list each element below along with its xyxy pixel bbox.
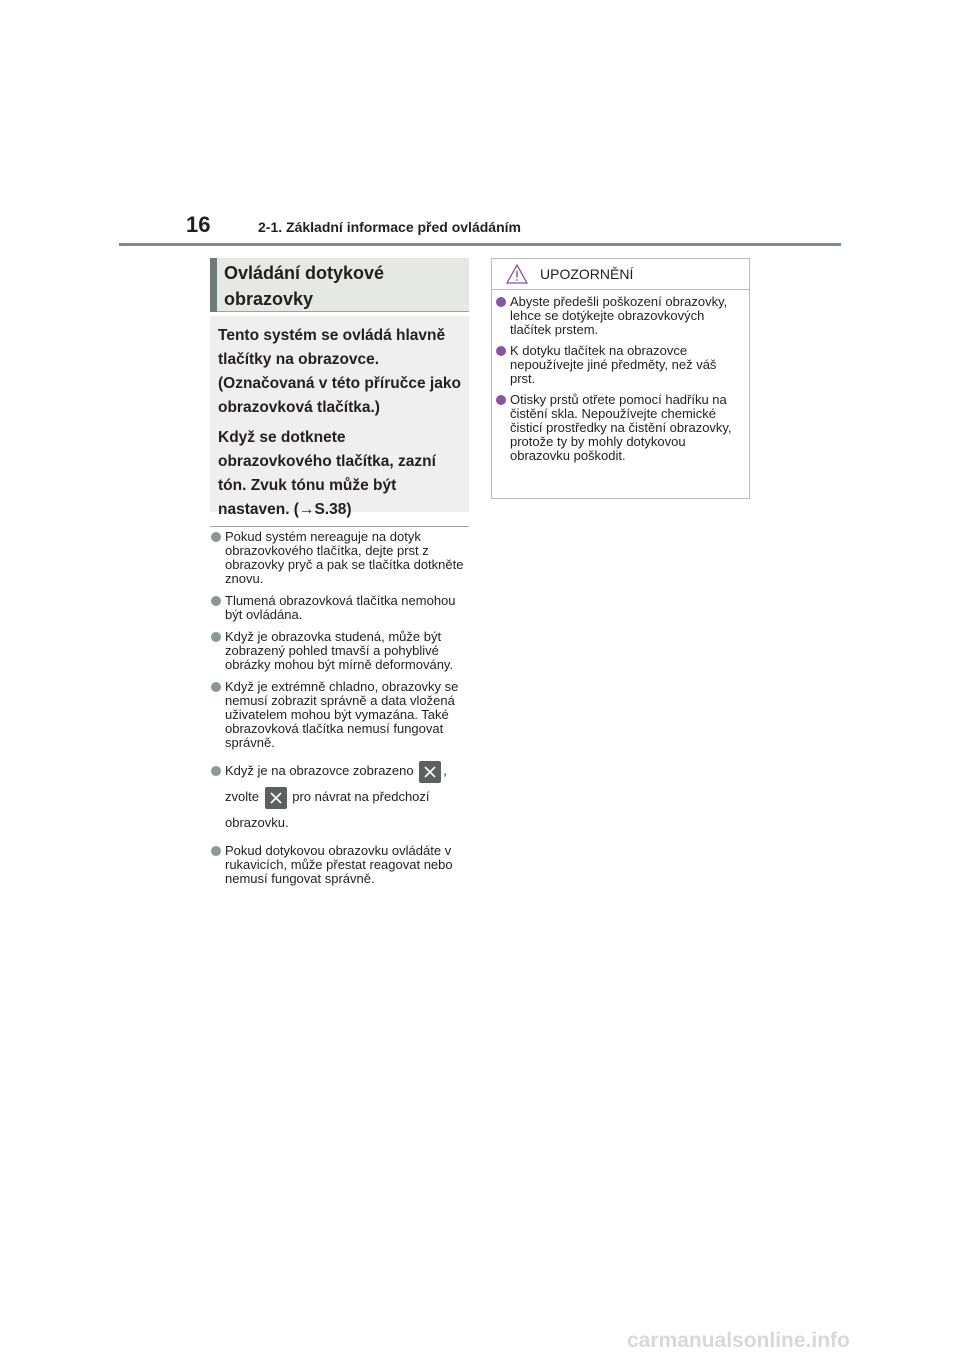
list-item xyxy=(210,630,472,672)
list-item xyxy=(496,344,744,386)
chapter-title: 2-1. Základní informace před ovládáním xyxy=(258,219,521,235)
close-icon xyxy=(419,761,441,783)
list-item-text: Když je extrémně chladno, obrazovky se nemusí zobrazit správně a data vložená uživatelem mohou být vymazána. Také obrazovková tlačítka nemusí fungovat správně. xyxy=(225,679,459,750)
bullet-dot-icon xyxy=(211,846,221,856)
watermark: carmanualsonline.info xyxy=(627,1329,850,1352)
list-item xyxy=(496,393,744,463)
page-number: 16 xyxy=(186,212,211,237)
list-item-text: Když je obrazovka studená, může být zobrazený pohled tmavší a pohyblivé obrázky mohou být mírně deformovány. xyxy=(225,629,454,672)
bullet-dot-icon xyxy=(211,596,221,606)
intro-rule xyxy=(210,526,469,527)
warning-triangle-icon xyxy=(506,264,528,289)
list-item xyxy=(210,758,472,836)
intro-paragraph: Když se dotknete obrazovkového tlačítka, zazní tón. Zvuk tónu může být nastaven. (→S.38) xyxy=(218,429,436,518)
list-item-text: , xyxy=(443,763,447,778)
close-icon xyxy=(265,787,287,809)
list-item-text: Pokud dotykovou obrazovku ovládáte v rukavicích, může přestat reagovat nebo nemusí fungovat správně. xyxy=(225,843,453,886)
bullet-dot-icon xyxy=(211,532,221,542)
caution-header xyxy=(492,259,749,290)
list-item xyxy=(210,530,472,586)
list-item xyxy=(496,295,744,337)
list-item-text: Otisky prstů otřete pomocí hadříku na čistění skla. Nepoužívejte chemické čisticí prostředky na čistění obrazovky, protože ty by mohly dotykovou obrazovku poškodit. xyxy=(510,392,732,463)
bullet-dot-icon xyxy=(496,395,506,405)
list-item xyxy=(210,594,472,622)
list-item xyxy=(210,844,472,886)
list-item-text: pro návrat na předchozí obrazovku. xyxy=(225,789,430,830)
list-item-text: zvolte xyxy=(225,789,259,804)
list-item-text: K dotyku tlačítek na obrazovce nepoužívejte jiné předměty, než váš prst. xyxy=(510,343,717,386)
bullet-dot-icon xyxy=(211,766,221,776)
bullet-dot-icon xyxy=(211,632,221,642)
header-rule xyxy=(119,243,841,246)
intro-paragraph: Tento systém se ovládá hlavně tlačítky na obrazovce. (Označovaná v této příručce jako obrazovková tlačítka.) xyxy=(218,327,461,416)
caution-title: UPOZORNĚNÍ xyxy=(540,266,634,282)
list-item-text: Když je na obrazovce zobrazeno xyxy=(225,763,414,778)
caution-box xyxy=(491,258,750,499)
intro-box xyxy=(210,316,469,518)
bullet-dot-icon xyxy=(211,682,221,692)
section-heading-text: Ovládání dotykové obrazovky xyxy=(224,263,385,309)
list-item-text: Abyste předešli poškození obrazovky, lehce se dotýkejte obrazovkových tlačítek prstem. xyxy=(510,294,728,337)
section-heading xyxy=(210,258,469,312)
bullet-dot-icon xyxy=(496,346,506,356)
section-heading-bar xyxy=(210,258,217,312)
caution-list xyxy=(496,295,744,470)
notes-list xyxy=(210,530,472,894)
list-item-text: Pokud systém nereaguje na dotyk obrazovkového tlačítka, dejte prst z obrazovky pryč a pak se tlačítka dotkněte znovu. xyxy=(225,529,464,586)
bullet-dot-icon xyxy=(496,297,506,307)
list-item xyxy=(210,680,472,750)
list-item-text: Tlumená obrazovková tlačítka nemohou být ovládána. xyxy=(225,593,456,622)
